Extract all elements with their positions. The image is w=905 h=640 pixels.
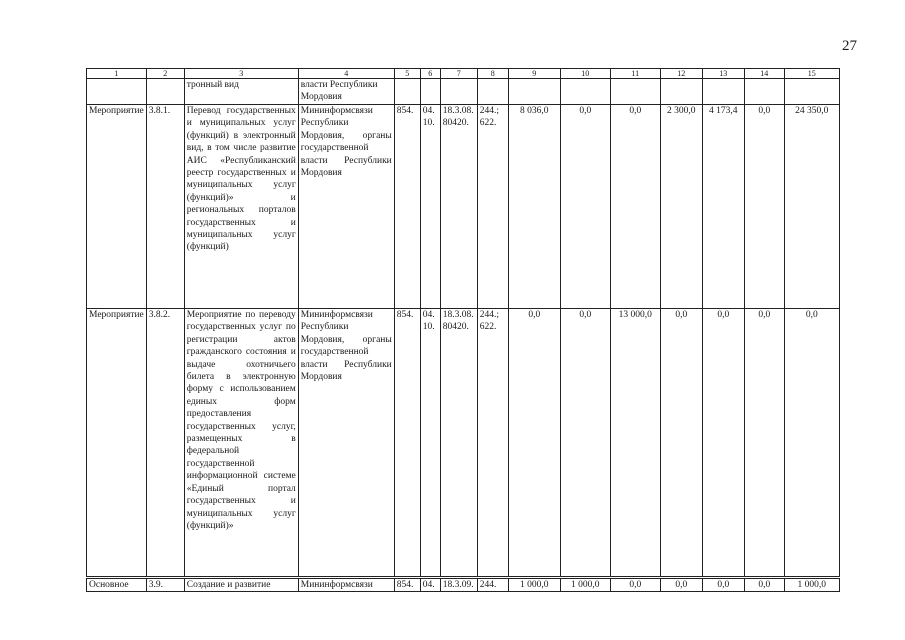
row-executor: Мининформсвязи Республики Мордовия, органы государственной власти Республики Мордовия: [298, 309, 394, 578]
column-number: 2: [146, 69, 184, 79]
cell-section: 04. 10.: [420, 105, 440, 309]
table-row: [87, 309, 840, 578]
page-number: 27: [842, 38, 857, 54]
continued-executor: власти Республики Мордовия: [298, 79, 394, 105]
cell-value: 1 000,0: [784, 578, 839, 592]
cell-value: 0,0: [560, 309, 610, 578]
column-number: 10: [560, 69, 610, 79]
cell-grbs: 854.: [394, 578, 420, 592]
cell-value: 0,0: [702, 578, 744, 592]
cell-value: 0,0: [744, 578, 784, 592]
column-number: 14: [744, 69, 784, 79]
cell-section: 04. 10.: [420, 309, 440, 578]
column-number: 3: [184, 69, 298, 79]
cell-value: 2 300,0: [660, 105, 702, 309]
cell-grbs: 854.: [394, 105, 420, 309]
cell-value: 8 036,0: [508, 105, 560, 309]
cell-target-article: 18.3.08. 80420.: [440, 105, 477, 309]
cell-value: 0,0: [744, 309, 784, 578]
cell-value: 0,0: [784, 309, 839, 578]
cell-value: 0,0: [610, 578, 660, 592]
continuation-row: [87, 79, 840, 105]
column-number: 8: [477, 69, 508, 79]
cell-value: 0,0: [660, 309, 702, 578]
cell-value: 24 350,0: [784, 105, 839, 309]
cell-value: 1 000,0: [560, 578, 610, 592]
column-number: 4: [298, 69, 394, 79]
cell-section: 04.: [420, 578, 440, 592]
cell-grbs: 854.: [394, 309, 420, 578]
row-executor: Мининформсвязи Республики Мордовия, органы государственной власти Республики Мордовия: [298, 105, 394, 309]
column-number-row: [87, 69, 840, 79]
cell-value: 0,0: [508, 309, 560, 578]
column-number: 7: [440, 69, 477, 79]
continued-name: тронный вид: [184, 79, 298, 105]
cell-expense-type: 244.; 622.: [477, 309, 508, 578]
column-number: 11: [610, 69, 660, 79]
column-number: 5: [394, 69, 420, 79]
column-number: 13: [702, 69, 744, 79]
cell-value: 13 000,0: [610, 309, 660, 578]
cell-value: 0,0: [660, 578, 702, 592]
row-type: Мероприятие: [87, 309, 147, 578]
table-row: [87, 578, 840, 592]
cell-target-article: 18.3.08. 80420.: [440, 309, 477, 578]
column-number: 15: [784, 69, 839, 79]
column-number: 1: [87, 69, 147, 79]
table-row: [87, 105, 840, 309]
row-type: Основное: [87, 578, 147, 592]
cell-value: 0,0: [610, 105, 660, 309]
row-number: 3.8.1.: [146, 105, 184, 309]
row-type: Мероприятие: [87, 105, 147, 309]
column-number: 6: [420, 69, 440, 79]
row-name: Мероприятие по переводу государственных услуг по регистрации актов гражданского состояния и выдаче охотничьего билета в электронную форму с использованием единых форм предоставления государственных услуг, размещенных в федеральной государственной информационной системе «Единый портал государственных и муниципальных услуг (функций)»: [184, 309, 298, 578]
row-number: 3.8.2.: [146, 309, 184, 578]
column-number: 9: [508, 69, 560, 79]
row-executor: Мининформсвязи: [298, 578, 394, 592]
cell-expense-type: 244.; 622.: [477, 105, 508, 309]
program-table: [86, 68, 840, 592]
cell-value: 0,0: [744, 105, 784, 309]
column-number: 12: [660, 69, 702, 79]
row-name: Создание и развитие: [184, 578, 298, 592]
cell-target-article: 18.3.09.: [440, 578, 477, 592]
cell-expense-type: 244.: [477, 578, 508, 592]
cell-value: 0,0: [560, 105, 610, 309]
cell-value: 4 173,4: [702, 105, 744, 309]
row-number: 3.9.: [146, 578, 184, 592]
cell-value: 0,0: [702, 309, 744, 578]
cell-value: 1 000,0: [508, 578, 560, 592]
row-name: Перевод государственных и муниципальных услуг (функций) в электронный вид, в том числе развитие АИС «Республиканский реестр государственных и муниципальных услуг (функций)» и региональных порталов государственных и муниципальных услуг (функций): [184, 105, 298, 309]
